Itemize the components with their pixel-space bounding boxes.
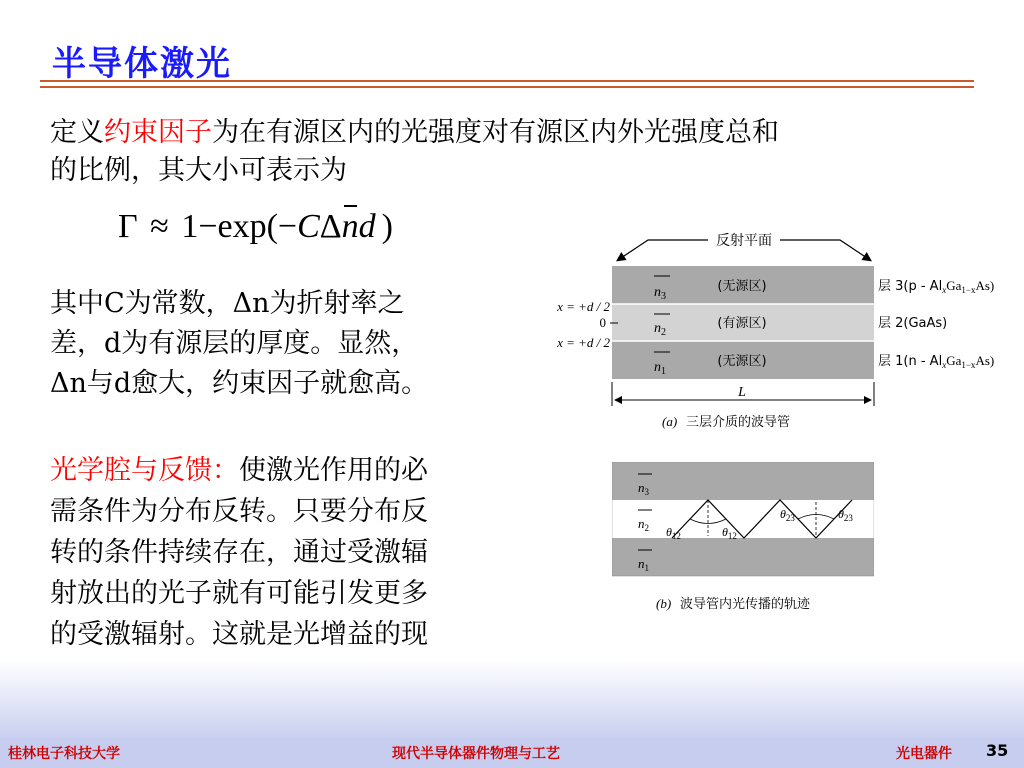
figure-b-light-path (612, 462, 874, 614)
feedback-line-2: 需条件为分布反转。只要分布反 (50, 496, 428, 527)
definition-paragraph (50, 114, 1000, 190)
footer-gradient (0, 660, 1024, 738)
optical-cavity-term: 光学腔与反馈： (50, 455, 239, 486)
formula-delta: Δ (319, 208, 342, 245)
definition-line-2: 的比例，其大小可表示为 (50, 155, 347, 186)
definition-line-1 (50, 114, 1000, 152)
explanation-line-1: 其中C为常数，Δn为折射率之 (50, 288, 405, 319)
definition-prefix: 定义 (50, 117, 104, 148)
footer-bar (0, 738, 1024, 768)
n2-label: $n_2$ (654, 321, 666, 338)
figure-b-caption: 波导管内光传播的轨迹 (680, 597, 811, 612)
title-rule-bottom (40, 86, 974, 88)
feedback-line-5: 的受激辐射。这就是光增益的现 (50, 619, 428, 650)
length-label: L (738, 385, 746, 400)
figure-b-tag: (b) (656, 596, 672, 611)
region-bot-label: (无源区) (717, 354, 767, 369)
explanation-line-2: 差，d为有源层的厚度。显然， (50, 328, 419, 359)
region-top-label: (无源区) (717, 279, 767, 294)
slide-title: 半导体激光 (52, 44, 232, 84)
layer-1-desc: 层 $1(n - Al_xGa_{1-x}As)$ (878, 353, 995, 370)
feedback-line-1 (50, 450, 540, 491)
fig-b-layer-3 (612, 462, 874, 500)
fig-b-n1: $n_1$ (638, 556, 649, 573)
confinement-formula (118, 208, 393, 246)
title-rule-top (40, 80, 974, 82)
theta12-label-a: $\theta_{12}$ (666, 525, 681, 541)
explanation-line-3: Δn与d愈大，约束因子就愈高。 (50, 368, 429, 399)
formula-c: C (297, 208, 320, 245)
formula-exp-part: 1−exp(− (181, 208, 298, 245)
fig-b-n3: $n_3$ (638, 480, 649, 497)
explanation-paragraph (50, 284, 530, 404)
x-top-label: x = +d / 2 (557, 299, 610, 314)
theta12-label-b: $\theta_{12}$ (722, 525, 737, 541)
x-bot-label: x = +d / 2 (557, 335, 610, 350)
n3-label: $n_3$ (654, 285, 666, 302)
reflect-plane-label: 反射平面 (716, 233, 772, 249)
reflect-arrow-left (618, 240, 708, 260)
page-number: 35 (986, 741, 1009, 760)
layer-2-desc: 层 2(GaAs) (878, 316, 948, 331)
footer-course: 现代半导体器件物理与工艺 (392, 746, 560, 762)
feedback-line-3: 转的条件持续存在，通过受激辐 (50, 537, 428, 568)
feedback-line-4: 射放出的光子就有可能引发更多 (50, 578, 428, 609)
footer-chapter: 光电器件 (896, 746, 952, 762)
feedback-line-1-rest: 使激光作用的必 (239, 455, 428, 486)
figure-a-caption: 三层介质的波导管 (686, 415, 791, 430)
theta23-label-b: $\theta_{23}$ (838, 507, 853, 523)
layer-3-desc: 层 $3(p - Al_xGa_{1-x}As)$ (878, 278, 995, 295)
formula-d: d (358, 208, 376, 245)
fig-b-n2: $n_2$ (638, 516, 649, 533)
x-zero-label: 0 (599, 315, 606, 330)
reflect-arrow-right (780, 240, 870, 260)
formula-approx: ≈ (150, 208, 169, 245)
footer-university: 桂林电子科技大学 (8, 746, 120, 762)
formula-close: ) (381, 208, 393, 245)
region-mid-label: (有源区) (717, 316, 767, 331)
definition-line-1-rest: 为在有源区内的光强度对有源区内外光强度总和 (212, 117, 779, 148)
formula-gamma: Γ (118, 208, 138, 245)
confinement-factor-term: 约束因子 (104, 117, 212, 148)
figure-a-waveguide (536, 226, 1024, 436)
fig-b-layer-1 (612, 538, 874, 576)
n1-label: $n_1$ (654, 360, 666, 377)
figure-a-tag: (a) (662, 414, 678, 429)
theta23-label-a: $\theta_{23}$ (780, 507, 795, 523)
formula-n-bar: n (341, 208, 359, 245)
